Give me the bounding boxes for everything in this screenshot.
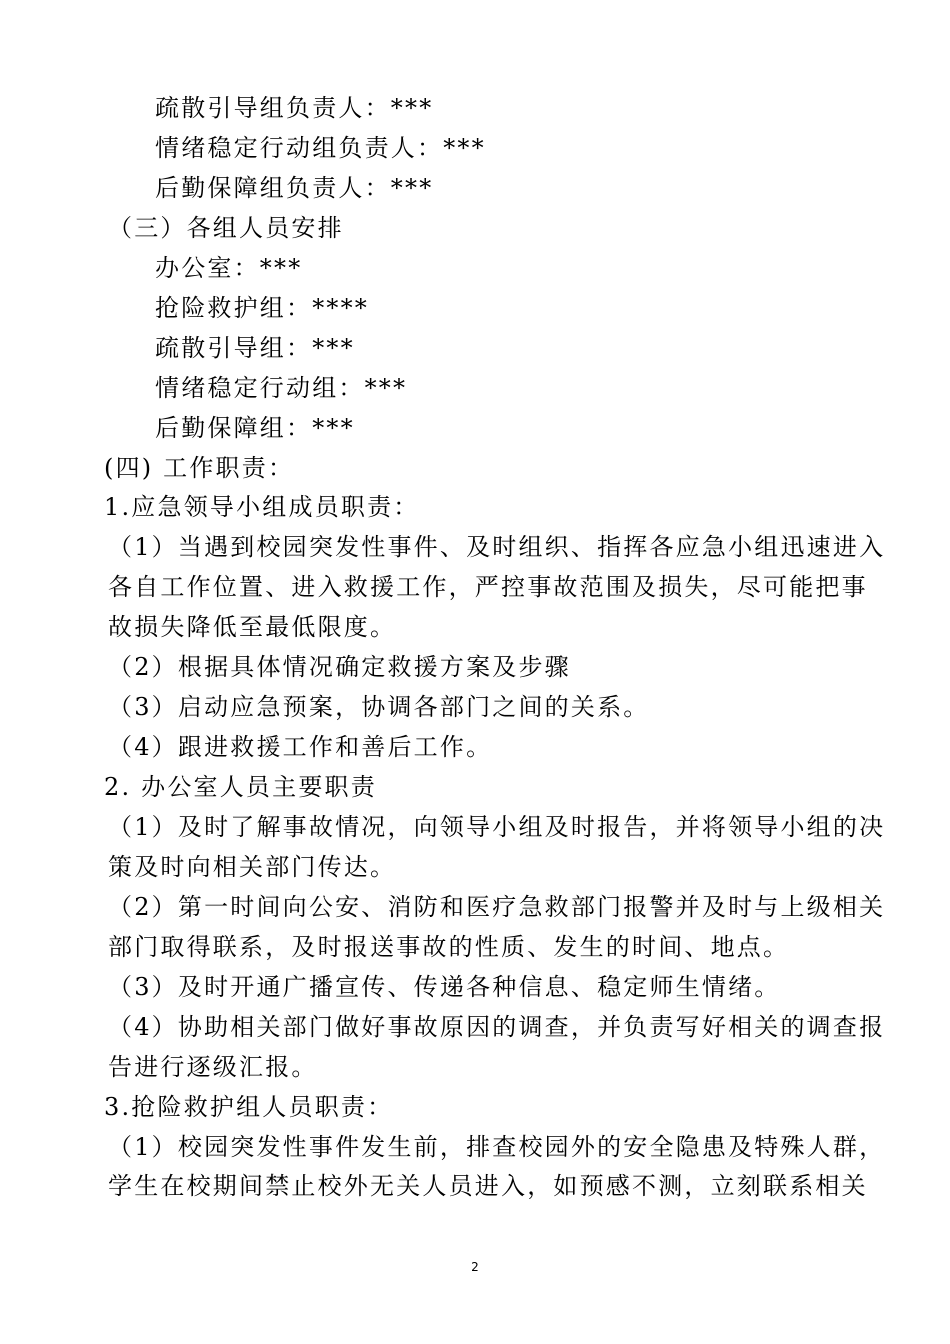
text-line: 抢险救护组：**** [155, 294, 369, 322]
subsection-heading: 2. 办公室人员主要职责 [104, 773, 377, 801]
text-line: 疏散引导组负责人：*** [155, 94, 434, 122]
paragraph-line: 部门取得联系，及时报送事故的性质、发生的时间、地点。 [108, 933, 790, 961]
paragraph-line: （1）当遇到校园突发性事件、及时组织、指挥各应急小组迅速进入 [108, 533, 886, 561]
paragraph-line: （4）协助相关部门做好事故原因的调查，并负责写好相关的调查报 [108, 1013, 886, 1041]
section-heading: (四) 工作职责： [104, 454, 295, 482]
subsection-heading: 3.抢险救护组人员职责： [104, 1093, 394, 1121]
paragraph-line: 策及时向相关部门传达。 [108, 853, 397, 881]
page-number: 2 [471, 1260, 479, 1274]
paragraph-line: 告进行逐级汇报。 [108, 1053, 318, 1081]
paragraph-line: （3）及时开通广播宣传、传递各种信息、稳定师生情绪。 [108, 973, 781, 1001]
paragraph-line: （2）根据具体情况确定救援方案及步骤 [108, 653, 571, 681]
paragraph-line: 学生在校期间禁止校外无关人员进入，如预感不测，立刻联系相关 [108, 1172, 868, 1200]
text-line: 后勤保障组负责人：*** [155, 174, 434, 202]
text-line: 办公室：*** [155, 254, 303, 282]
paragraph-line: （3）启动应急预案，协调各部门之间的关系。 [108, 693, 650, 721]
paragraph-line: （4）跟进救援工作和善后工作。 [108, 733, 493, 761]
text-line: 后勤保障组：*** [155, 414, 355, 442]
subsection-heading: 1.应急领导小组成员职责： [104, 493, 420, 521]
paragraph-line: （1）及时了解事故情况，向领导小组及时报告，并将领导小组的决 [108, 813, 886, 841]
paragraph-line: （2）第一时间向公安、消防和医疗急救部门报警并及时与上级相关 [108, 893, 886, 921]
text-line: 情绪稳定行动组：*** [155, 374, 408, 402]
text-line: 情绪稳定行动组负责人：*** [155, 134, 486, 162]
section-heading: （三）各组人员安排 [108, 214, 344, 242]
paragraph-line: （1）校园突发性事件发生前，排查校园外的安全隐患及特殊人群， [108, 1133, 886, 1161]
paragraph-line: 故损失降低至最低限度。 [108, 613, 397, 641]
text-line: 疏散引导组：*** [155, 334, 355, 362]
paragraph-line: 各自工作位置、进入救援工作，严控事故范围及损失，尽可能把事 [108, 573, 868, 601]
